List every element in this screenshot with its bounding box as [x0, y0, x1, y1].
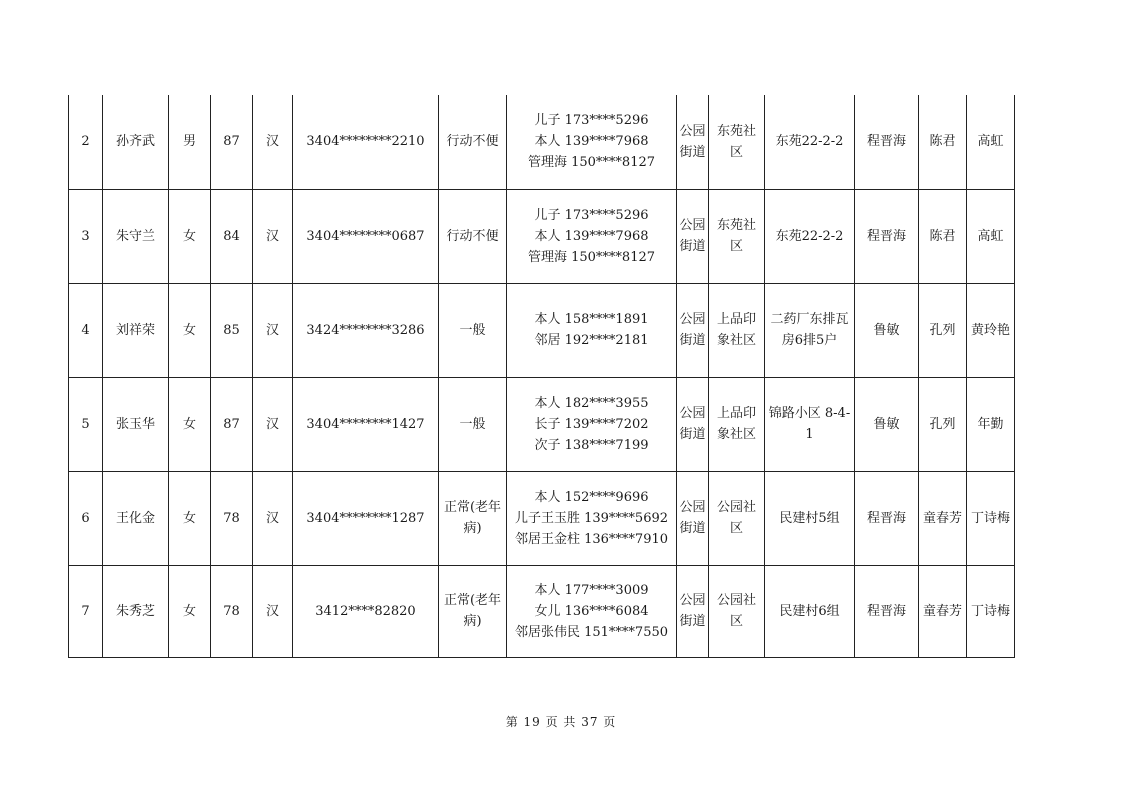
id-number-cell: 3404********1287 [293, 471, 439, 565]
sex-cell: 女 [169, 565, 211, 657]
condition-cell: 正常(老年病) [439, 565, 507, 657]
condition-cell: 一般 [439, 283, 507, 377]
contact-line: 本人 152****9696 [534, 489, 649, 505]
ethnicity-cell: 汉 [253, 565, 293, 657]
sex-cell: 女 [169, 471, 211, 565]
condition-cell: 行动不便 [439, 189, 507, 283]
responsible-person-1: 鲁敏 [855, 283, 919, 377]
sex-cell: 女 [169, 189, 211, 283]
age-cell: 84 [211, 189, 253, 283]
table-row [69, 95, 1015, 189]
table-row [69, 283, 1015, 377]
street-cell: 公园街道 [677, 283, 709, 377]
name-cell: 刘祥荣 [103, 283, 169, 377]
contacts-cell [507, 283, 677, 377]
id-number-cell: 3404********1427 [293, 377, 439, 471]
age-cell: 78 [211, 565, 253, 657]
street-cell: 公园街道 [677, 471, 709, 565]
street-cell: 公园街道 [677, 377, 709, 471]
row-number: 2 [69, 95, 103, 189]
id-number-cell: 3404********0687 [293, 189, 439, 283]
ethnicity-cell: 汉 [253, 471, 293, 565]
community-cell: 上品印象社区 [709, 283, 765, 377]
name-cell: 朱秀芝 [103, 565, 169, 657]
contact-line: 邻居张伟民 151****7550 [514, 624, 669, 640]
community-cell: 公园社区 [709, 565, 765, 657]
contacts-cell [507, 95, 677, 189]
name-cell: 张玉华 [103, 377, 169, 471]
ethnicity-cell: 汉 [253, 283, 293, 377]
page-footer: 第 19 页 共 37 页 [505, 715, 617, 729]
ethnicity-cell: 汉 [253, 189, 293, 283]
condition-cell: 行动不便 [439, 95, 507, 189]
contacts-cell [507, 471, 677, 565]
contact-line: 儿子 173****5296 [534, 113, 649, 129]
street-cell: 公园街道 [677, 565, 709, 657]
table-row [69, 471, 1015, 565]
address-cell: 东苑22-2-2 [765, 189, 855, 283]
condition-cell: 正常(老年病) [439, 471, 507, 565]
responsible-person-1: 程晋海 [855, 565, 919, 657]
responsible-person-2: 陈君 [919, 95, 967, 189]
row-number: 4 [69, 283, 103, 377]
contact-line: 儿子 173****5296 [534, 207, 649, 223]
responsible-person-2: 童春芳 [919, 471, 967, 565]
community-cell: 公园社区 [709, 471, 765, 565]
row-number: 7 [69, 565, 103, 657]
contact-line: 儿子王玉胜 139****5692 [514, 510, 669, 526]
community-cell: 上品印象社区 [709, 377, 765, 471]
table-row [69, 377, 1015, 471]
responsible-person-1: 程晋海 [855, 471, 919, 565]
contact-line: 本人 158****1891 [534, 312, 649, 327]
age-cell: 87 [211, 95, 253, 189]
contacts-cell [507, 189, 677, 283]
table-row [69, 189, 1015, 283]
age-cell: 87 [211, 377, 253, 471]
address-cell: 东苑22-2-2 [765, 95, 855, 189]
contact-line: 长子 139****7202 [534, 416, 649, 432]
address-cell: 民建村6组 [765, 565, 855, 657]
records-table [68, 95, 1015, 658]
sex-cell: 男 [169, 95, 211, 189]
ethnicity-cell: 汉 [253, 377, 293, 471]
condition-cell: 一般 [439, 377, 507, 471]
community-cell: 东苑社区 [709, 95, 765, 189]
responsible-person-3: 丁诗梅 [967, 565, 1015, 657]
id-number-cell: 3412****82820 [293, 565, 439, 657]
contacts-cell [507, 377, 677, 471]
address-cell: 二药厂东排瓦房6排5户 [765, 283, 855, 377]
contact-line: 邻居 192****2181 [534, 333, 649, 348]
responsible-person-3: 丁诗梅 [967, 471, 1015, 565]
name-cell: 朱守兰 [103, 189, 169, 283]
row-number: 6 [69, 471, 103, 565]
contact-line: 本人 139****7968 [534, 134, 649, 150]
responsible-person-2: 孔列 [919, 377, 967, 471]
sex-cell: 女 [169, 283, 211, 377]
table-row [69, 565, 1015, 657]
contact-line: 次子 138****7199 [534, 437, 649, 453]
ethnicity-cell: 汉 [253, 95, 293, 189]
contact-line: 管理海 150****8127 [527, 249, 656, 265]
address-cell: 锦路小区 8-4-1 [765, 377, 855, 471]
sex-cell: 女 [169, 377, 211, 471]
row-number: 5 [69, 377, 103, 471]
row-number: 3 [69, 189, 103, 283]
id-number-cell: 3404********2210 [293, 95, 439, 189]
responsible-person-2: 陈君 [919, 189, 967, 283]
responsible-person-1: 鲁敏 [855, 377, 919, 471]
street-cell: 公园街道 [677, 95, 709, 189]
id-number-cell: 3424********3286 [293, 283, 439, 377]
age-cell: 78 [211, 471, 253, 565]
name-cell: 王化金 [103, 471, 169, 565]
contact-line: 本人 182****3955 [534, 395, 649, 411]
responsible-person-2: 童春芳 [919, 565, 967, 657]
contact-line: 管理海 150****8127 [527, 155, 656, 171]
contact-line: 女儿 136****6084 [534, 603, 649, 619]
contact-line: 邻居王金柱 136****7910 [514, 531, 669, 547]
address-cell: 民建村5组 [765, 471, 855, 565]
contact-line: 本人 177****3009 [534, 582, 649, 598]
name-cell: 孙齐武 [103, 95, 169, 189]
responsible-person-3: 年勤 [967, 377, 1015, 471]
responsible-person-1: 程晋海 [855, 95, 919, 189]
responsible-person-3: 黄玲艳 [967, 283, 1015, 377]
street-cell: 公园街道 [677, 189, 709, 283]
contacts-cell [507, 565, 677, 657]
responsible-person-3: 高虹 [967, 95, 1015, 189]
community-cell: 东苑社区 [709, 189, 765, 283]
responsible-person-1: 程晋海 [855, 189, 919, 283]
responsible-person-3: 高虹 [967, 189, 1015, 283]
age-cell: 85 [211, 283, 253, 377]
contact-line: 本人 139****7968 [534, 228, 649, 244]
responsible-person-2: 孔列 [919, 283, 967, 377]
